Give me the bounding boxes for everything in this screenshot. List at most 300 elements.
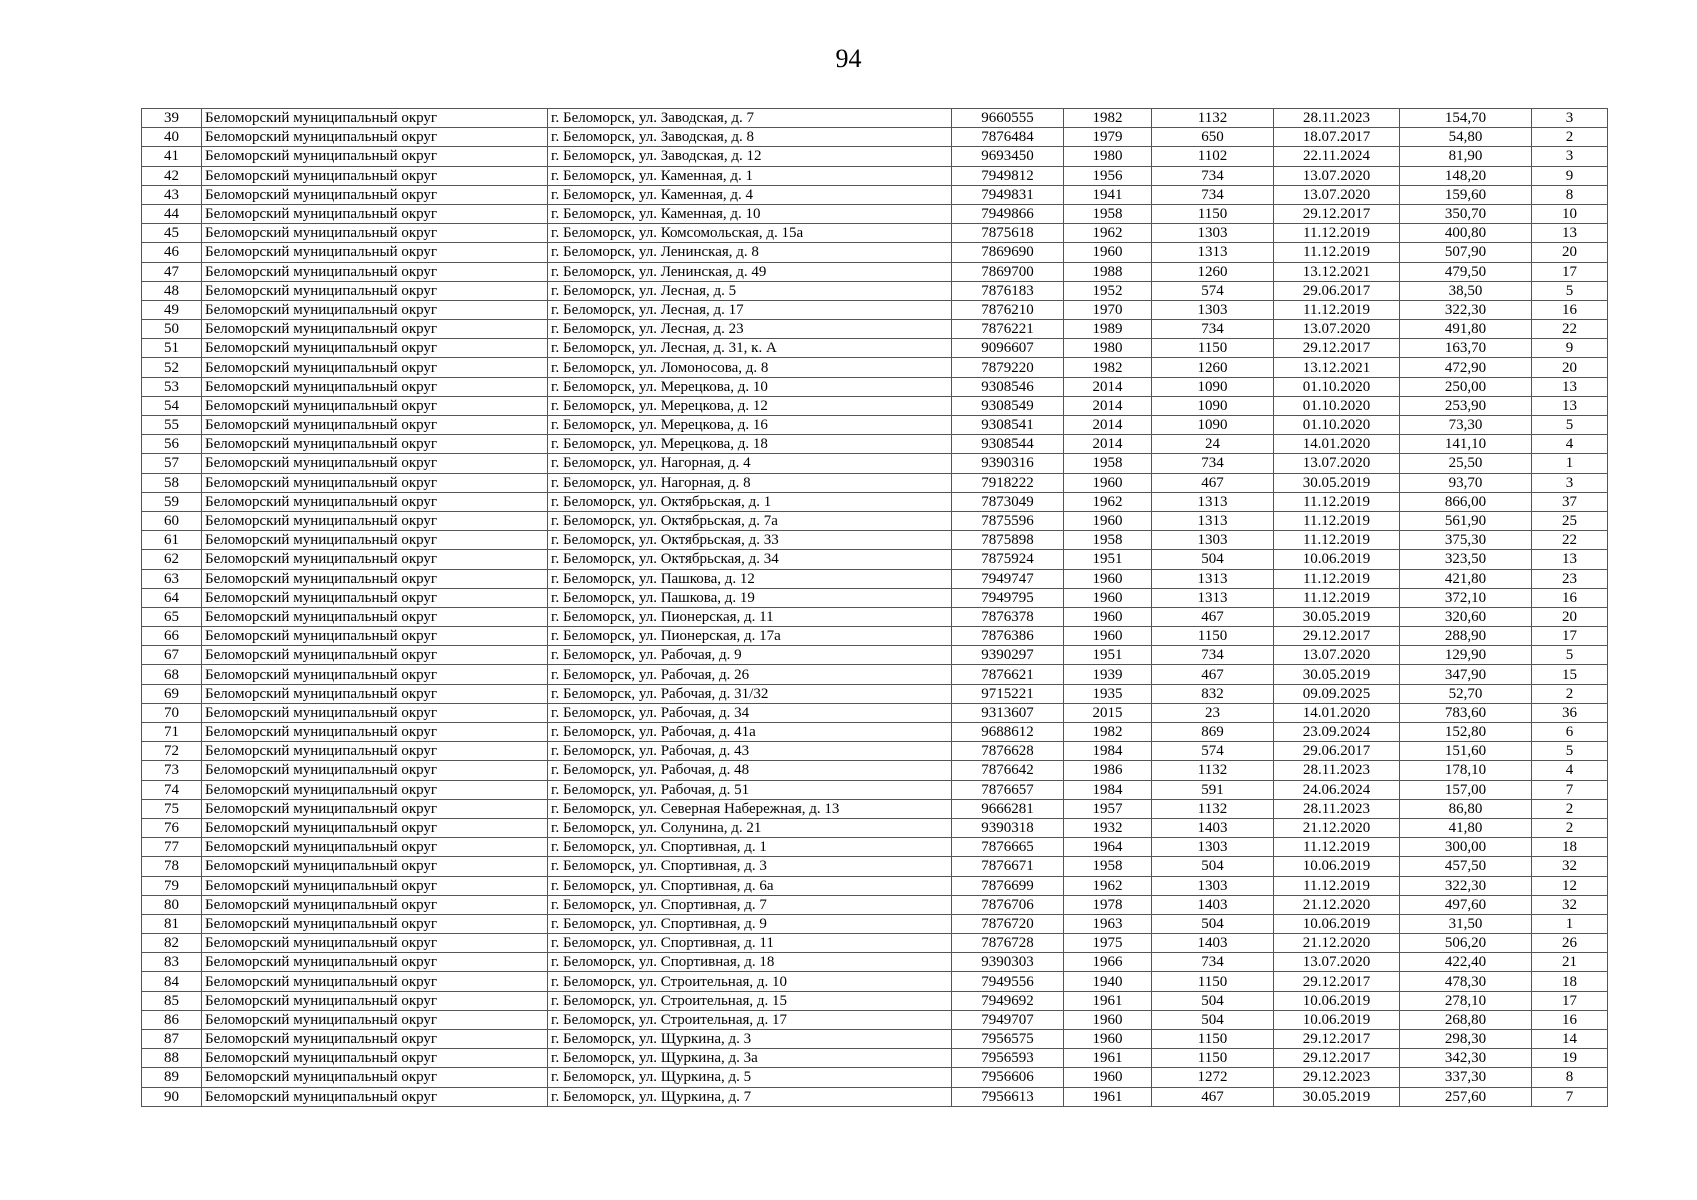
cell-year-built: 1988 <box>1064 262 1152 281</box>
cell-area: 152,80 <box>1400 723 1532 742</box>
cell-decision-number: 1313 <box>1152 243 1274 262</box>
cell-year-built: 1960 <box>1064 243 1152 262</box>
cell-row-number: 71 <box>142 723 202 742</box>
cell-building-id: 7876621 <box>952 665 1064 684</box>
cell-decision-number: 734 <box>1152 646 1274 665</box>
cell-row-number: 87 <box>142 1030 202 1049</box>
cell-decision-date: 29.12.2017 <box>1274 627 1400 646</box>
cell-year-built: 1989 <box>1064 320 1152 339</box>
cell-decision-number: 23 <box>1152 703 1274 722</box>
cell-municipality: Беломорский муниципальный округ <box>202 799 548 818</box>
table-row <box>142 281 1608 300</box>
cell-building-id: 7876665 <box>952 838 1064 857</box>
cell-decision-date: 30.05.2019 <box>1274 665 1400 684</box>
cell-decision-number: 1303 <box>1152 531 1274 550</box>
cell-area: 31,50 <box>1400 914 1532 933</box>
cell-decision-number: 734 <box>1152 454 1274 473</box>
cell-year-built: 1964 <box>1064 838 1152 857</box>
cell-address: г. Беломорск, ул. Заводская, д. 8 <box>548 128 952 147</box>
cell-address: г. Беломорск, ул. Лесная, д. 5 <box>548 281 952 300</box>
cell-row-number: 83 <box>142 953 202 972</box>
table-body <box>142 109 1608 1107</box>
cell-municipality: Беломорский муниципальный округ <box>202 857 548 876</box>
cell-decision-date: 29.12.2017 <box>1274 1030 1400 1049</box>
cell-year-built: 1961 <box>1064 1049 1152 1068</box>
cell-building-id: 7875924 <box>952 550 1064 569</box>
cell-decision-number: 467 <box>1152 607 1274 626</box>
cell-row-number: 74 <box>142 780 202 799</box>
table-row <box>142 396 1608 415</box>
cell-decision-number: 1150 <box>1152 204 1274 223</box>
cell-area: 337,30 <box>1400 1068 1532 1087</box>
cell-address: г. Беломорск, ул. Строительная, д. 15 <box>548 991 952 1010</box>
table-row <box>142 300 1608 319</box>
cell-area: 422,40 <box>1400 953 1532 972</box>
cell-address: г. Беломорск, ул. Нагорная, д. 8 <box>548 473 952 492</box>
cell-municipality: Беломорский муниципальный округ <box>202 972 548 991</box>
cell-building-id: 7873049 <box>952 492 1064 511</box>
cell-area: 38,50 <box>1400 281 1532 300</box>
cell-address: г. Беломорск, ул. Спортивная, д. 9 <box>548 914 952 933</box>
cell-decision-number: 1260 <box>1152 262 1274 281</box>
cell-area: 154,70 <box>1400 109 1532 128</box>
cell-decision-number: 1150 <box>1152 339 1274 358</box>
table-row <box>142 185 1608 204</box>
cell-building-id: 9390297 <box>952 646 1064 665</box>
cell-address: г. Беломорск, ул. Лесная, д. 23 <box>548 320 952 339</box>
cell-decision-number: 1303 <box>1152 876 1274 895</box>
cell-decision-number: 24 <box>1152 435 1274 454</box>
cell-area: 93,70 <box>1400 473 1532 492</box>
cell-building-id: 7876183 <box>952 281 1064 300</box>
cell-year-built: 1986 <box>1064 761 1152 780</box>
cell-address: г. Беломорск, ул. Строительная, д. 10 <box>548 972 952 991</box>
cell-year-built: 1952 <box>1064 281 1152 300</box>
cell-decision-date: 11.12.2019 <box>1274 569 1400 588</box>
cell-area: 163,70 <box>1400 339 1532 358</box>
cell-municipality: Беломорский муниципальный округ <box>202 703 548 722</box>
cell-municipality: Беломорский муниципальный округ <box>202 934 548 953</box>
cell-row-number: 65 <box>142 607 202 626</box>
cell-municipality: Беломорский муниципальный округ <box>202 300 548 319</box>
cell-decision-date: 14.01.2020 <box>1274 703 1400 722</box>
cell-area: 81,90 <box>1400 147 1532 166</box>
cell-decision-date: 11.12.2019 <box>1274 838 1400 857</box>
cell-row-number: 40 <box>142 128 202 147</box>
cell-year-built: 1960 <box>1064 627 1152 646</box>
cell-year-built: 1960 <box>1064 511 1152 530</box>
cell-row-number: 60 <box>142 511 202 530</box>
cell-decision-number: 1102 <box>1152 147 1274 166</box>
table-row <box>142 1030 1608 1049</box>
table-row <box>142 607 1608 626</box>
cell-building-id: 9390303 <box>952 953 1064 972</box>
cell-row-number: 68 <box>142 665 202 684</box>
cell-apartments-count: 17 <box>1532 991 1608 1010</box>
cell-decision-number: 1313 <box>1152 492 1274 511</box>
cell-row-number: 51 <box>142 339 202 358</box>
cell-municipality: Беломорский муниципальный округ <box>202 588 548 607</box>
cell-year-built: 1961 <box>1064 1087 1152 1106</box>
cell-year-built: 1962 <box>1064 224 1152 243</box>
table-row <box>142 761 1608 780</box>
cell-year-built: 1956 <box>1064 166 1152 185</box>
cell-row-number: 79 <box>142 876 202 895</box>
cell-apartments-count: 14 <box>1532 1030 1608 1049</box>
cell-municipality: Беломорский муниципальный округ <box>202 627 548 646</box>
cell-area: 25,50 <box>1400 454 1532 473</box>
table-row <box>142 895 1608 914</box>
cell-row-number: 47 <box>142 262 202 281</box>
cell-decision-number: 1150 <box>1152 1049 1274 1068</box>
cell-building-id: 9390318 <box>952 818 1064 837</box>
cell-address: г. Беломорск, ул. Октябрьская, д. 33 <box>548 531 952 550</box>
cell-building-id: 7956613 <box>952 1087 1064 1106</box>
cell-decision-number: 504 <box>1152 914 1274 933</box>
table-row <box>142 128 1608 147</box>
cell-apartments-count: 6 <box>1532 723 1608 742</box>
cell-building-id: 7869700 <box>952 262 1064 281</box>
cell-apartments-count: 16 <box>1532 300 1608 319</box>
cell-apartments-count: 8 <box>1532 1068 1608 1087</box>
cell-decision-date: 29.12.2017 <box>1274 1049 1400 1068</box>
table-row <box>142 416 1608 435</box>
cell-area: 52,70 <box>1400 684 1532 703</box>
cell-row-number: 85 <box>142 991 202 1010</box>
cell-row-number: 45 <box>142 224 202 243</box>
cell-address: г. Беломорск, ул. Спортивная, д. 3 <box>548 857 952 876</box>
cell-address: г. Беломорск, ул. Мерецкова, д. 18 <box>548 435 952 454</box>
cell-municipality: Беломорский муниципальный округ <box>202 531 548 550</box>
cell-apartments-count: 5 <box>1532 742 1608 761</box>
cell-year-built: 1958 <box>1064 857 1152 876</box>
cell-apartments-count: 16 <box>1532 1010 1608 1029</box>
cell-decision-date: 21.12.2020 <box>1274 934 1400 953</box>
cell-row-number: 58 <box>142 473 202 492</box>
cell-decision-date: 24.06.2024 <box>1274 780 1400 799</box>
cell-address: г. Беломорск, ул. Нагорная, д. 4 <box>548 454 952 473</box>
cell-apartments-count: 22 <box>1532 531 1608 550</box>
cell-row-number: 78 <box>142 857 202 876</box>
cell-municipality: Беломорский муниципальный округ <box>202 243 548 262</box>
cell-year-built: 1960 <box>1064 473 1152 492</box>
cell-area: 323,50 <box>1400 550 1532 569</box>
cell-area: 342,30 <box>1400 1049 1532 1068</box>
cell-apartments-count: 13 <box>1532 224 1608 243</box>
cell-decision-number: 467 <box>1152 473 1274 492</box>
cell-municipality: Беломорский муниципальный округ <box>202 320 548 339</box>
cell-address: г. Беломорск, ул. Рабочая, д. 26 <box>548 665 952 684</box>
cell-decision-date: 28.11.2023 <box>1274 761 1400 780</box>
cell-apartments-count: 19 <box>1532 1049 1608 1068</box>
cell-decision-date: 10.06.2019 <box>1274 857 1400 876</box>
cell-year-built: 1960 <box>1064 1010 1152 1029</box>
cell-municipality: Беломорский муниципальный округ <box>202 742 548 761</box>
cell-building-id: 9308549 <box>952 396 1064 415</box>
cell-municipality: Беломорский муниципальный округ <box>202 550 548 569</box>
cell-building-id: 9660555 <box>952 109 1064 128</box>
cell-area: 278,10 <box>1400 991 1532 1010</box>
cell-decision-date: 13.12.2021 <box>1274 358 1400 377</box>
cell-address: г. Беломорск, ул. Каменная, д. 4 <box>548 185 952 204</box>
cell-area: 497,60 <box>1400 895 1532 914</box>
cell-year-built: 1984 <box>1064 742 1152 761</box>
cell-decision-number: 504 <box>1152 550 1274 569</box>
cell-address: г. Беломорск, ул. Мерецкова, д. 10 <box>548 377 952 396</box>
cell-address: г. Беломорск, ул. Рабочая, д. 48 <box>548 761 952 780</box>
cell-building-id: 7949866 <box>952 204 1064 223</box>
cell-year-built: 1984 <box>1064 780 1152 799</box>
cell-address: г. Беломорск, ул. Спортивная, д. 11 <box>548 934 952 953</box>
cell-row-number: 53 <box>142 377 202 396</box>
cell-row-number: 52 <box>142 358 202 377</box>
cell-address: г. Беломорск, ул. Солунина, д. 21 <box>548 818 952 837</box>
cell-area: 129,90 <box>1400 646 1532 665</box>
cell-municipality: Беломорский муниципальный округ <box>202 473 548 492</box>
cell-building-id: 7876221 <box>952 320 1064 339</box>
cell-building-id: 7876378 <box>952 607 1064 626</box>
cell-decision-date: 29.12.2017 <box>1274 339 1400 358</box>
cell-row-number: 41 <box>142 147 202 166</box>
cell-decision-date: 01.10.2020 <box>1274 416 1400 435</box>
cell-decision-date: 23.09.2024 <box>1274 723 1400 742</box>
cell-row-number: 59 <box>142 492 202 511</box>
cell-area: 322,30 <box>1400 876 1532 895</box>
cell-year-built: 1951 <box>1064 646 1152 665</box>
table-row <box>142 569 1608 588</box>
cell-municipality: Беломорский муниципальный округ <box>202 895 548 914</box>
cell-area: 148,20 <box>1400 166 1532 185</box>
cell-municipality: Беломорский муниципальный округ <box>202 1087 548 1106</box>
cell-municipality: Беломорский муниципальный округ <box>202 914 548 933</box>
cell-address: г. Беломорск, ул. Щуркина, д. 3 <box>548 1030 952 1049</box>
cell-decision-date: 21.12.2020 <box>1274 895 1400 914</box>
cell-municipality: Беломорский муниципальный округ <box>202 761 548 780</box>
cell-municipality: Беломорский муниципальный округ <box>202 262 548 281</box>
cell-address: г. Беломорск, ул. Строительная, д. 17 <box>548 1010 952 1029</box>
cell-area: 41,80 <box>1400 818 1532 837</box>
cell-apartments-count: 17 <box>1532 627 1608 646</box>
table-row <box>142 646 1608 665</box>
cell-decision-number: 1313 <box>1152 569 1274 588</box>
cell-area: 253,90 <box>1400 396 1532 415</box>
table-row <box>142 262 1608 281</box>
cell-apartments-count: 26 <box>1532 934 1608 953</box>
cell-area: 457,50 <box>1400 857 1532 876</box>
cell-apartments-count: 9 <box>1532 166 1608 185</box>
table-row <box>142 147 1608 166</box>
cell-decision-date: 11.12.2019 <box>1274 588 1400 607</box>
cell-building-id: 9313607 <box>952 703 1064 722</box>
cell-apartments-count: 1 <box>1532 914 1608 933</box>
cell-decision-date: 11.12.2019 <box>1274 243 1400 262</box>
cell-row-number: 89 <box>142 1068 202 1087</box>
cell-municipality: Беломорский муниципальный округ <box>202 358 548 377</box>
cell-municipality: Беломорский муниципальный округ <box>202 185 548 204</box>
cell-address: г. Беломорск, ул. Каменная, д. 10 <box>548 204 952 223</box>
cell-building-id: 7918222 <box>952 473 1064 492</box>
cell-municipality: Беломорский муниципальный округ <box>202 435 548 454</box>
cell-municipality: Беломорский муниципальный округ <box>202 1068 548 1087</box>
cell-year-built: 2014 <box>1064 435 1152 454</box>
cell-apartments-count: 32 <box>1532 895 1608 914</box>
table-row <box>142 473 1608 492</box>
cell-address: г. Беломорск, ул. Октябрьская, д. 7а <box>548 511 952 530</box>
cell-area: 478,30 <box>1400 972 1532 991</box>
cell-municipality: Беломорский муниципальный округ <box>202 838 548 857</box>
cell-row-number: 62 <box>142 550 202 569</box>
table-row <box>142 742 1608 761</box>
cell-address: г. Беломорск, ул. Ленинская, д. 49 <box>548 262 952 281</box>
cell-building-id: 9390316 <box>952 454 1064 473</box>
table-row <box>142 1010 1608 1029</box>
cell-area: 86,80 <box>1400 799 1532 818</box>
cell-year-built: 1932 <box>1064 818 1152 837</box>
cell-municipality: Беломорский муниципальный округ <box>202 646 548 665</box>
cell-decision-date: 29.12.2023 <box>1274 1068 1400 1087</box>
cell-decision-date: 11.12.2019 <box>1274 876 1400 895</box>
cell-row-number: 88 <box>142 1049 202 1068</box>
cell-year-built: 1957 <box>1064 799 1152 818</box>
cell-row-number: 84 <box>142 972 202 991</box>
cell-year-built: 1951 <box>1064 550 1152 569</box>
cell-decision-date: 10.06.2019 <box>1274 1010 1400 1029</box>
cell-apartments-count: 23 <box>1532 569 1608 588</box>
cell-municipality: Беломорский муниципальный округ <box>202 396 548 415</box>
cell-address: г. Беломорск, ул. Щуркина, д. 7 <box>548 1087 952 1106</box>
cell-address: г. Беломорск, ул. Рабочая, д. 34 <box>548 703 952 722</box>
cell-decision-date: 29.12.2017 <box>1274 972 1400 991</box>
cell-decision-number: 1090 <box>1152 416 1274 435</box>
cell-address: г. Беломорск, ул. Рабочая, д. 43 <box>548 742 952 761</box>
cell-row-number: 46 <box>142 243 202 262</box>
cell-building-id: 9308541 <box>952 416 1064 435</box>
cell-year-built: 1958 <box>1064 531 1152 550</box>
cell-decision-date: 30.05.2019 <box>1274 473 1400 492</box>
cell-area: 322,30 <box>1400 300 1532 319</box>
cell-decision-date: 01.10.2020 <box>1274 377 1400 396</box>
cell-building-id: 7949812 <box>952 166 1064 185</box>
cell-building-id: 7949707 <box>952 1010 1064 1029</box>
cell-year-built: 1958 <box>1064 454 1152 473</box>
cell-area: 866,00 <box>1400 492 1532 511</box>
cell-address: г. Беломорск, ул. Пионерская, д. 17а <box>548 627 952 646</box>
table-row <box>142 857 1608 876</box>
cell-address: г. Беломорск, ул. Спортивная, д. 18 <box>548 953 952 972</box>
page-number: 94 <box>835 44 862 73</box>
cell-year-built: 1982 <box>1064 723 1152 742</box>
cell-decision-number: 504 <box>1152 991 1274 1010</box>
cell-decision-number: 869 <box>1152 723 1274 742</box>
cell-decision-number: 1313 <box>1152 511 1274 530</box>
cell-apartments-count: 1 <box>1532 454 1608 473</box>
cell-decision-date: 13.07.2020 <box>1274 185 1400 204</box>
cell-area: 320,60 <box>1400 607 1532 626</box>
cell-decision-date: 01.10.2020 <box>1274 396 1400 415</box>
cell-municipality: Беломорский муниципальный округ <box>202 876 548 895</box>
cell-municipality: Беломорский муниципальный округ <box>202 511 548 530</box>
cell-apartments-count: 10 <box>1532 204 1608 223</box>
cell-decision-number: 1150 <box>1152 1030 1274 1049</box>
cell-building-id: 7949831 <box>952 185 1064 204</box>
table-row <box>142 435 1608 454</box>
cell-row-number: 76 <box>142 818 202 837</box>
cell-address: г. Беломорск, ул. Комсомольская, д. 15а <box>548 224 952 243</box>
cell-year-built: 1958 <box>1064 204 1152 223</box>
table-row <box>142 684 1608 703</box>
cell-row-number: 39 <box>142 109 202 128</box>
cell-decision-date: 11.12.2019 <box>1274 492 1400 511</box>
cell-apartments-count: 16 <box>1532 588 1608 607</box>
table-row <box>142 934 1608 953</box>
cell-area: 421,80 <box>1400 569 1532 588</box>
cell-building-id: 9715221 <box>952 684 1064 703</box>
cell-area: 479,50 <box>1400 262 1532 281</box>
cell-area: 73,30 <box>1400 416 1532 435</box>
cell-decision-number: 591 <box>1152 780 1274 799</box>
cell-year-built: 1980 <box>1064 147 1152 166</box>
cell-decision-number: 1313 <box>1152 588 1274 607</box>
cell-decision-number: 1403 <box>1152 818 1274 837</box>
cell-area: 400,80 <box>1400 224 1532 243</box>
cell-year-built: 1982 <box>1064 109 1152 128</box>
cell-year-built: 1962 <box>1064 492 1152 511</box>
table-row <box>142 914 1608 933</box>
cell-area: 151,60 <box>1400 742 1532 761</box>
cell-decision-number: 1403 <box>1152 934 1274 953</box>
cell-area: 257,60 <box>1400 1087 1532 1106</box>
table-row <box>142 550 1608 569</box>
cell-area: 372,10 <box>1400 588 1532 607</box>
cell-address: г. Беломорск, ул. Октябрьская, д. 1 <box>548 492 952 511</box>
cell-area: 298,30 <box>1400 1030 1532 1049</box>
cell-apartments-count: 3 <box>1532 147 1608 166</box>
cell-year-built: 1960 <box>1064 569 1152 588</box>
table-row <box>142 665 1608 684</box>
cell-year-built: 1970 <box>1064 300 1152 319</box>
cell-year-built: 1979 <box>1064 128 1152 147</box>
cell-apartments-count: 5 <box>1532 646 1608 665</box>
cell-decision-number: 1150 <box>1152 972 1274 991</box>
cell-year-built: 1966 <box>1064 953 1152 972</box>
cell-municipality: Беломорский муниципальный округ <box>202 339 548 358</box>
table-row <box>142 166 1608 185</box>
table-row <box>142 780 1608 799</box>
cell-decision-date: 13.07.2020 <box>1274 320 1400 339</box>
table-row <box>142 531 1608 550</box>
cell-building-id: 7876210 <box>952 300 1064 319</box>
cell-row-number: 56 <box>142 435 202 454</box>
cell-apartments-count: 37 <box>1532 492 1608 511</box>
cell-building-id: 7876642 <box>952 761 1064 780</box>
cell-building-id: 7876699 <box>952 876 1064 895</box>
cell-year-built: 1963 <box>1064 914 1152 933</box>
cell-year-built: 2014 <box>1064 377 1152 396</box>
cell-building-id: 7876706 <box>952 895 1064 914</box>
cell-year-built: 1940 <box>1064 972 1152 991</box>
cell-address: г. Беломорск, ул. Пашкова, д. 19 <box>548 588 952 607</box>
cell-area: 288,90 <box>1400 627 1532 646</box>
cell-area: 472,90 <box>1400 358 1532 377</box>
cell-apartments-count: 20 <box>1532 243 1608 262</box>
cell-decision-number: 574 <box>1152 281 1274 300</box>
cell-building-id: 7949692 <box>952 991 1064 1010</box>
cell-address: г. Беломорск, ул. Пашкова, д. 12 <box>548 569 952 588</box>
cell-year-built: 1960 <box>1064 607 1152 626</box>
cell-apartments-count: 2 <box>1532 128 1608 147</box>
cell-decision-number: 650 <box>1152 128 1274 147</box>
table-row <box>142 339 1608 358</box>
